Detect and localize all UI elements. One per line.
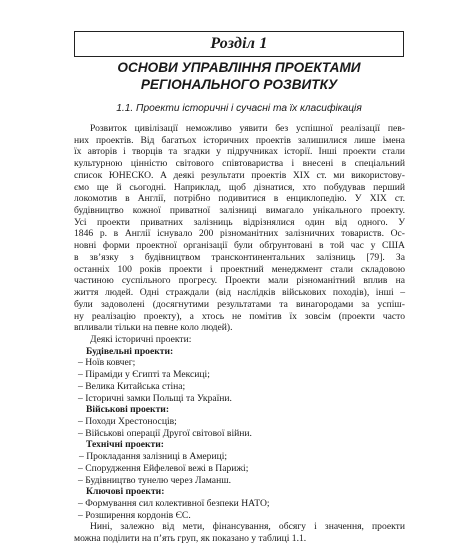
paragraph-line: були задоволені (досягнутими результатами та винагородами за успіш-: [74, 298, 405, 310]
list-intro: Деякі історичні проекти:: [90, 333, 192, 345]
chapter-title-line-2: РЕГІОНАЛЬНОГО РОЗВИТКУ: [140, 77, 338, 92]
list-item: – Ноїв ковчег;: [78, 357, 136, 369]
paragraph-line: впливали тільки на певне коло людей).: [74, 322, 233, 334]
list-item: – Військові операції Другої світової війни.: [78, 427, 252, 439]
paragraph-line: будівництво кожної приватної залізниці вимагало унікального проекту.: [74, 205, 405, 217]
list-item: – Розширення кордонів ЄС.: [78, 509, 191, 521]
category-heading: Військові проекти:: [86, 404, 170, 416]
list-item: – Спорудження Ейфелевої вежі в Парижі;: [78, 462, 249, 474]
list-item: – Прокладання залізниці в Америці;: [79, 451, 228, 463]
paragraph-line: список ЮНЕСКО. А деякі результати проектів XIX ст. ми використову-: [74, 169, 405, 181]
category-technical: [74, 439, 405, 486]
paragraph-line: культурною цінністю світового співтовариства і внесені в спеціальний: [74, 158, 405, 170]
list-item: – Будівництво тунелю через Ламанш.: [78, 474, 231, 486]
paragraph-line: ємо ще й сьогодні. Наприклад, щоб дізнатися, хто побудував перший: [74, 181, 405, 193]
category-heading: Технічні проекти:: [86, 439, 164, 451]
paragraph-line: останніх 100 років проекти і проектний менеджмент стали складовою: [74, 263, 405, 275]
paragraph-line: новні форми проектної організації були обґрунтовані в той час у США: [74, 240, 405, 252]
paragraph-line: життя людей. Одні страждали (від наслідків військових походів), інші –: [74, 287, 405, 299]
chapter-label-box: [74, 31, 404, 57]
category-construction: [74, 346, 405, 405]
paragraph-line: них проектів. Від багатьох історичних проектів залишилися лише імена: [74, 134, 405, 146]
category-heading: Будівельні проекти:: [86, 345, 174, 357]
paragraph-line: Усі проекти приватних залізниць відрізнялися один від одного. У: [74, 216, 405, 228]
body-text: [74, 123, 405, 545]
paragraph-line: їх авторів і творців та згадки у підручниках історії. Інші проекти стали: [74, 146, 405, 158]
category-key: [74, 486, 405, 521]
category-heading: Ключові проекти:: [86, 486, 165, 498]
chapter-title: [60, 59, 418, 93]
chapter-label: Розділ 1: [210, 35, 268, 52]
paragraph-closing: [74, 521, 405, 544]
paragraph-line: можна поділити на п’ять груп, як показано у таблиці 1.1.: [74, 533, 307, 545]
paragraph-line: ну реалізацію проекту), а хтось не помітив їх зовсім (проекти часто: [74, 310, 405, 322]
paragraph-line: локомотив в Англії, потрібно подивитися в енциклопедію. У XIX ст.: [74, 193, 405, 205]
paragraph-line: частиною суспільного прогресу. Проекти мали різноманітний вплив на: [74, 275, 405, 287]
paragraph-line: в зв’язку з будівництвом трансконтинентальних залізниць [79]. За: [74, 251, 405, 263]
paragraph-line: Розвиток цивілізації неможливо уявити без успішної реалізації пев-: [90, 123, 405, 134]
paragraph-intro: [74, 123, 405, 334]
list-item: – Велика Китайська стіна;: [78, 380, 186, 392]
list-item: – Піраміди у Єгипті та Мексиці;: [78, 369, 210, 381]
list-item: – Історичні замки Польщі та України.: [78, 392, 232, 404]
list-item: – Формування сил колективної безпеки НАТО;: [78, 498, 270, 509]
section-title: 1.1. Проекти історичні і сучасні та їх класифікація: [116, 103, 362, 114]
chapter-title-line-1: ОСНОВИ УПРАВЛІННЯ ПРОЕКТАМИ: [117, 60, 361, 75]
list-item: – Походи Хрестоносців;: [78, 415, 177, 427]
paragraph-line: 1846 р. в Англії існувало 200 різноманітних залізничних товариств. Ос-: [74, 228, 405, 240]
paragraph-line: Нині, залежно від мети, фінансування, обсягу і значення, проекти: [90, 521, 405, 533]
category-military: [74, 404, 405, 439]
